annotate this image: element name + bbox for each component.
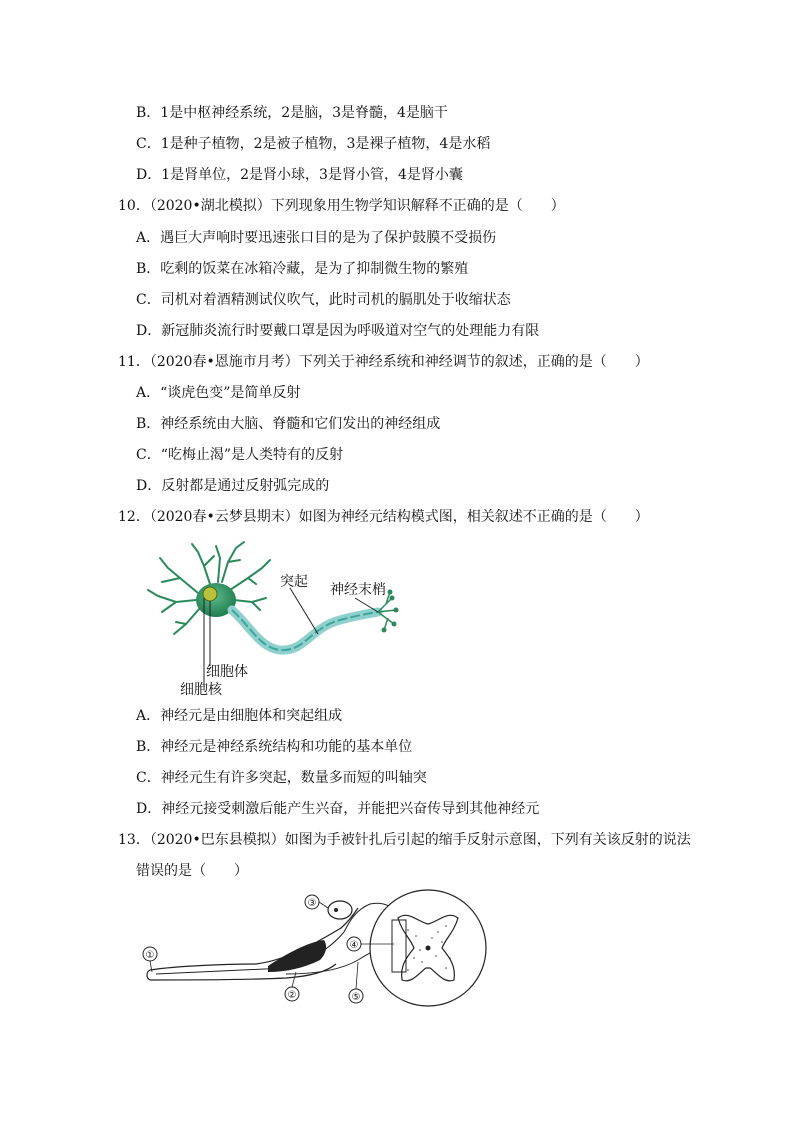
- reflex-arc-figure: [136, 888, 496, 1010]
- ganglion: [328, 901, 352, 919]
- question-12-option-b: B．神经元是神经系统结构和功能的基本单位: [136, 739, 413, 755]
- question-11-stem: 11．（2020春•恩施市月考）下列关于神经系统和神经调节的叙述，正确的是（ ）: [118, 354, 649, 370]
- question-10-stem: 10．（2020•湖北模拟）下列现象用生物学知识解释不正确的是（ ）: [118, 198, 565, 214]
- option-b: B．1是中枢神经系统，2是脑，3是脊髓，4是脑干: [136, 105, 448, 121]
- option-d: D．1是肾单位，2是肾小球，3是肾小管，4是肾小囊: [136, 167, 463, 183]
- question-11-option-d: D．反射都是通过反射弧完成的: [136, 478, 330, 494]
- question-12-option-d: D．神经元接受刺激后能产生兴奋，并能把兴奋传导到其他神经元: [136, 801, 540, 817]
- question-12-option-a: A．神经元是由细胞体和突起组成: [136, 708, 343, 724]
- muscle: [268, 940, 326, 972]
- question-10-option-a: A．遇巨大声响时要迅速张口目的是为了保护鼓膜不受损伤: [136, 230, 497, 246]
- question-12-stem: 12．（2020春•云梦县期末）如图为神经元结构模式图，相关叙述不正确的是（ ）: [118, 509, 649, 525]
- question-11-option-c: C．“吃梅止渴”是人类特有的反射: [136, 447, 344, 463]
- label-process: 突起: [280, 574, 308, 590]
- question-10-option-b: B．吃剩的饭菜在冰箱冷藏，是为了抑制微生物的繁殖: [136, 261, 469, 277]
- option-c: C．1是种子植物，2是被子植物，3是裸子植物，4是水稻: [136, 136, 491, 152]
- question-12-option-c: C．神经元生有许多突起，数量多而短的叫轴突: [136, 770, 427, 786]
- ganglion-dot: [334, 908, 338, 912]
- central-canal: [426, 946, 431, 951]
- question-11-option-a: A．“谈虎色变”是简单反射: [136, 385, 301, 401]
- neuron-figure: [140, 538, 420, 698]
- label-nucleus: 细胞核: [180, 682, 222, 698]
- label-terminal: 神经末梢: [330, 582, 386, 598]
- question-10-option-d: D．新冠肺炎流行时要戴口罩是因为呼吸道对空气的处理能力有限: [136, 323, 540, 339]
- label-2: ②: [287, 990, 297, 1001]
- label-cell-body: 细胞体: [206, 664, 248, 680]
- question-13-stem-line2: 错误的是（ ）: [136, 863, 248, 879]
- question-13-stem-line1: 13．（2020•巴东县模拟）如图为手被针扎后引起的缩手反射示意图，下列有关该反射的说法: [118, 832, 691, 848]
- question-11-option-b: B．神经系统由大脑、脊髓和它们发出的神经组成: [136, 416, 441, 432]
- label-4: ④: [349, 940, 359, 951]
- label-5: ⑤: [351, 992, 361, 1003]
- label-3: ③: [307, 898, 317, 909]
- question-10-option-c: C．司机对着酒精测试仪吹气，此时司机的膈肌处于收缩状态: [136, 292, 511, 308]
- label-1: ①: [145, 950, 155, 961]
- nucleus-shape: [203, 587, 217, 601]
